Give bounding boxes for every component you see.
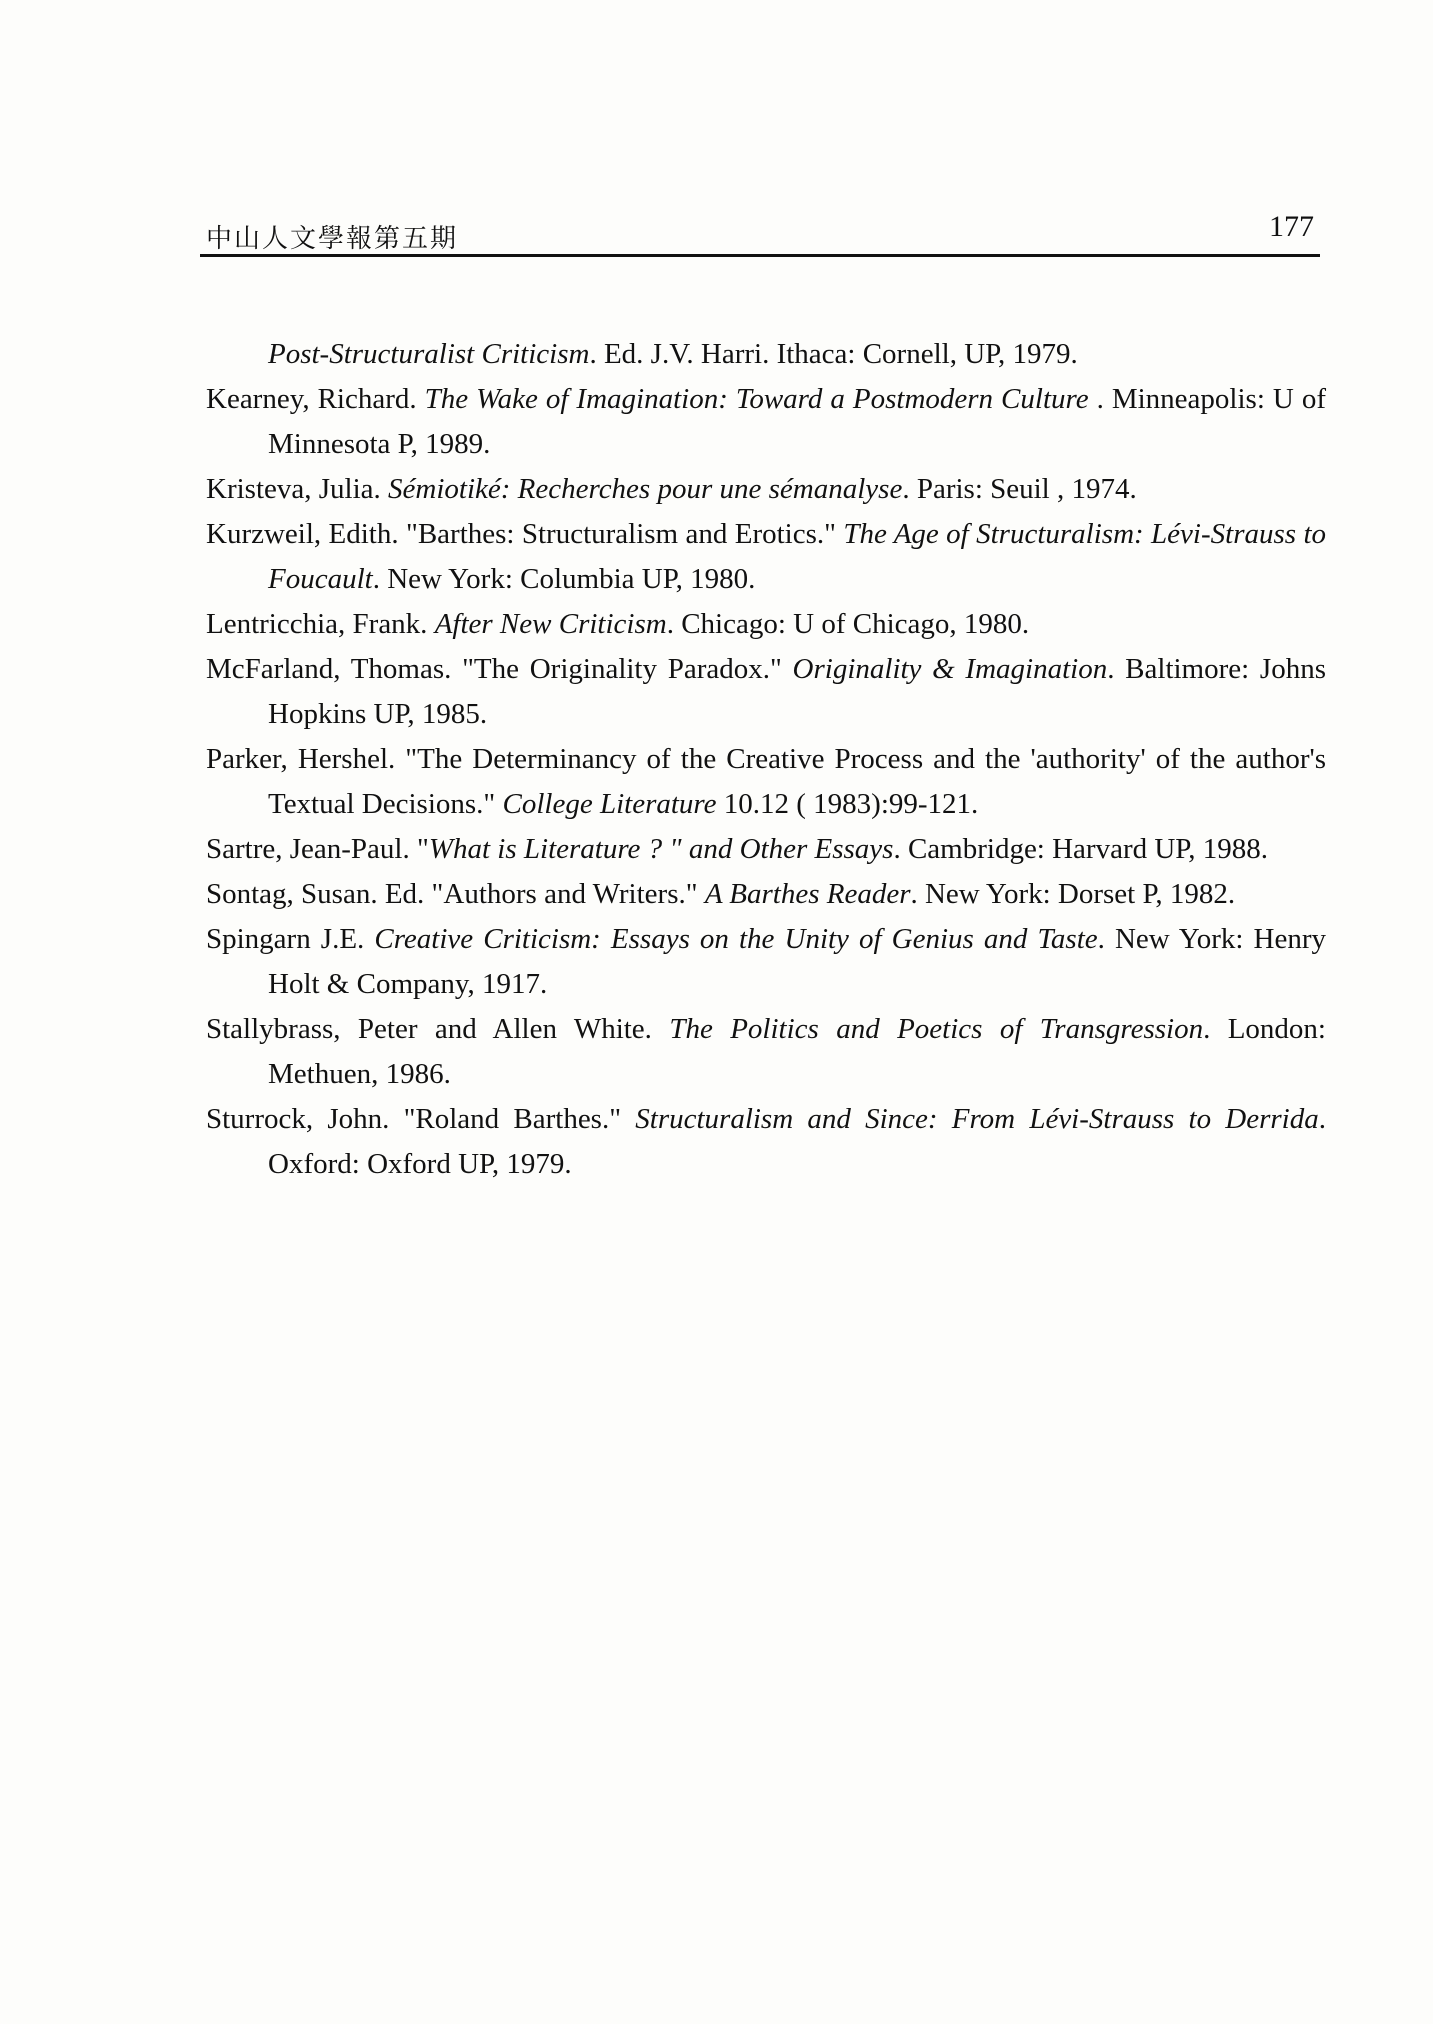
- ref-publication: . London: Methuen, 1986.: [268, 1013, 1326, 1090]
- reference-list: [206, 332, 1326, 1187]
- ref-publication: . Chicago: U of Chicago, 1980.: [666, 608, 1030, 640]
- ref-publication: . Ed. J.V. Harri. Ithaca: Cornell, UP, 1979.: [589, 338, 1078, 370]
- ref-author: Lentricchia, Frank.: [206, 608, 435, 640]
- reference-entry: [206, 602, 1326, 647]
- ref-publication: . Cambridge: Harvard UP, 1988.: [893, 833, 1268, 865]
- running-header: [200, 208, 1320, 258]
- ref-author: McFarland, Thomas. "The Originality Paradox.": [206, 653, 793, 685]
- header-rule: [200, 254, 1320, 257]
- ref-title: A Barthes Reader: [704, 878, 911, 910]
- reference-entry: [206, 467, 1326, 512]
- ref-title: What is Literature ? " and Other Essays: [428, 833, 894, 865]
- ref-title: After New Criticism: [434, 608, 667, 640]
- reference-entry: [206, 1007, 1326, 1097]
- ref-title: Creative Criticism: Essays on the Unity of Genius and Taste: [374, 923, 1098, 955]
- ref-author: Sartre, Jean-Paul. ": [206, 833, 429, 865]
- reference-entry: [206, 512, 1326, 602]
- ref-publication: . Minneapolis: U of Minnesota P, 1989.: [268, 383, 1326, 460]
- reference-entry: [206, 827, 1326, 872]
- reference-entry: [206, 377, 1326, 467]
- reference-entry: [206, 917, 1326, 1007]
- ref-author: Spingarn J.E.: [206, 923, 375, 955]
- ref-title: The Wake of Imagination: Toward a Postmodern Culture: [424, 383, 1089, 415]
- ref-author: Sturrock, John. "Roland Barthes.": [206, 1103, 636, 1135]
- ref-title: College Literature: [502, 788, 717, 820]
- page-number: 177: [1269, 210, 1314, 243]
- ref-title: The Politics and Poetics of Transgression: [669, 1013, 1204, 1045]
- ref-author: Stallybrass, Peter and Allen White.: [206, 1013, 670, 1045]
- ref-author: Sontag, Susan. Ed. "Authors and Writers.": [206, 878, 705, 910]
- ref-title: Sémiotiké: Recherches pour une sémanalyse: [388, 473, 903, 505]
- ref-author: Parker, Hershel. "The Determinancy of the Creative Process and the 'authority' of the author's Textual Decisions.": [206, 743, 1326, 820]
- ref-publication: . New York: Dorset P, 1982.: [910, 878, 1236, 910]
- ref-publication: . New York: Columbia UP, 1980.: [372, 563, 756, 595]
- reference-entry: [206, 1097, 1326, 1187]
- ref-title: The Age of Structuralism: Lévi-Strauss to Foucault: [268, 518, 1326, 595]
- ref-publication: 10.12 ( 1983):99-121.: [716, 788, 979, 820]
- ref-publication: . Baltimore: Johns Hopkins UP, 1985.: [268, 653, 1326, 730]
- ref-author: Kearney, Richard.: [206, 383, 425, 415]
- reference-entry: [206, 737, 1326, 827]
- ref-publication: . New York: Henry Holt & Company, 1917.: [268, 923, 1326, 1000]
- ref-title: Structuralism and Since: From Lévi-Strauss to Derrida: [635, 1103, 1319, 1135]
- ref-author: Kristeva, Julia.: [206, 473, 389, 505]
- journal-title: 中山人文學報第五期: [206, 224, 459, 254]
- reference-entry: [206, 647, 1326, 737]
- ref-publication: . Paris: Seuil , 1974.: [902, 473, 1137, 505]
- ref-title: Post-Structuralist Criticism: [268, 338, 590, 370]
- ref-author: Kurzweil, Edith. "Barthes: Structuralism and Erotics.": [206, 518, 844, 550]
- ref-title: Originality & Imagination: [792, 653, 1108, 685]
- reference-entry: [206, 872, 1326, 917]
- ref-publication: . Oxford: Oxford UP, 1979.: [268, 1103, 1326, 1180]
- reference-entry: [206, 332, 1326, 377]
